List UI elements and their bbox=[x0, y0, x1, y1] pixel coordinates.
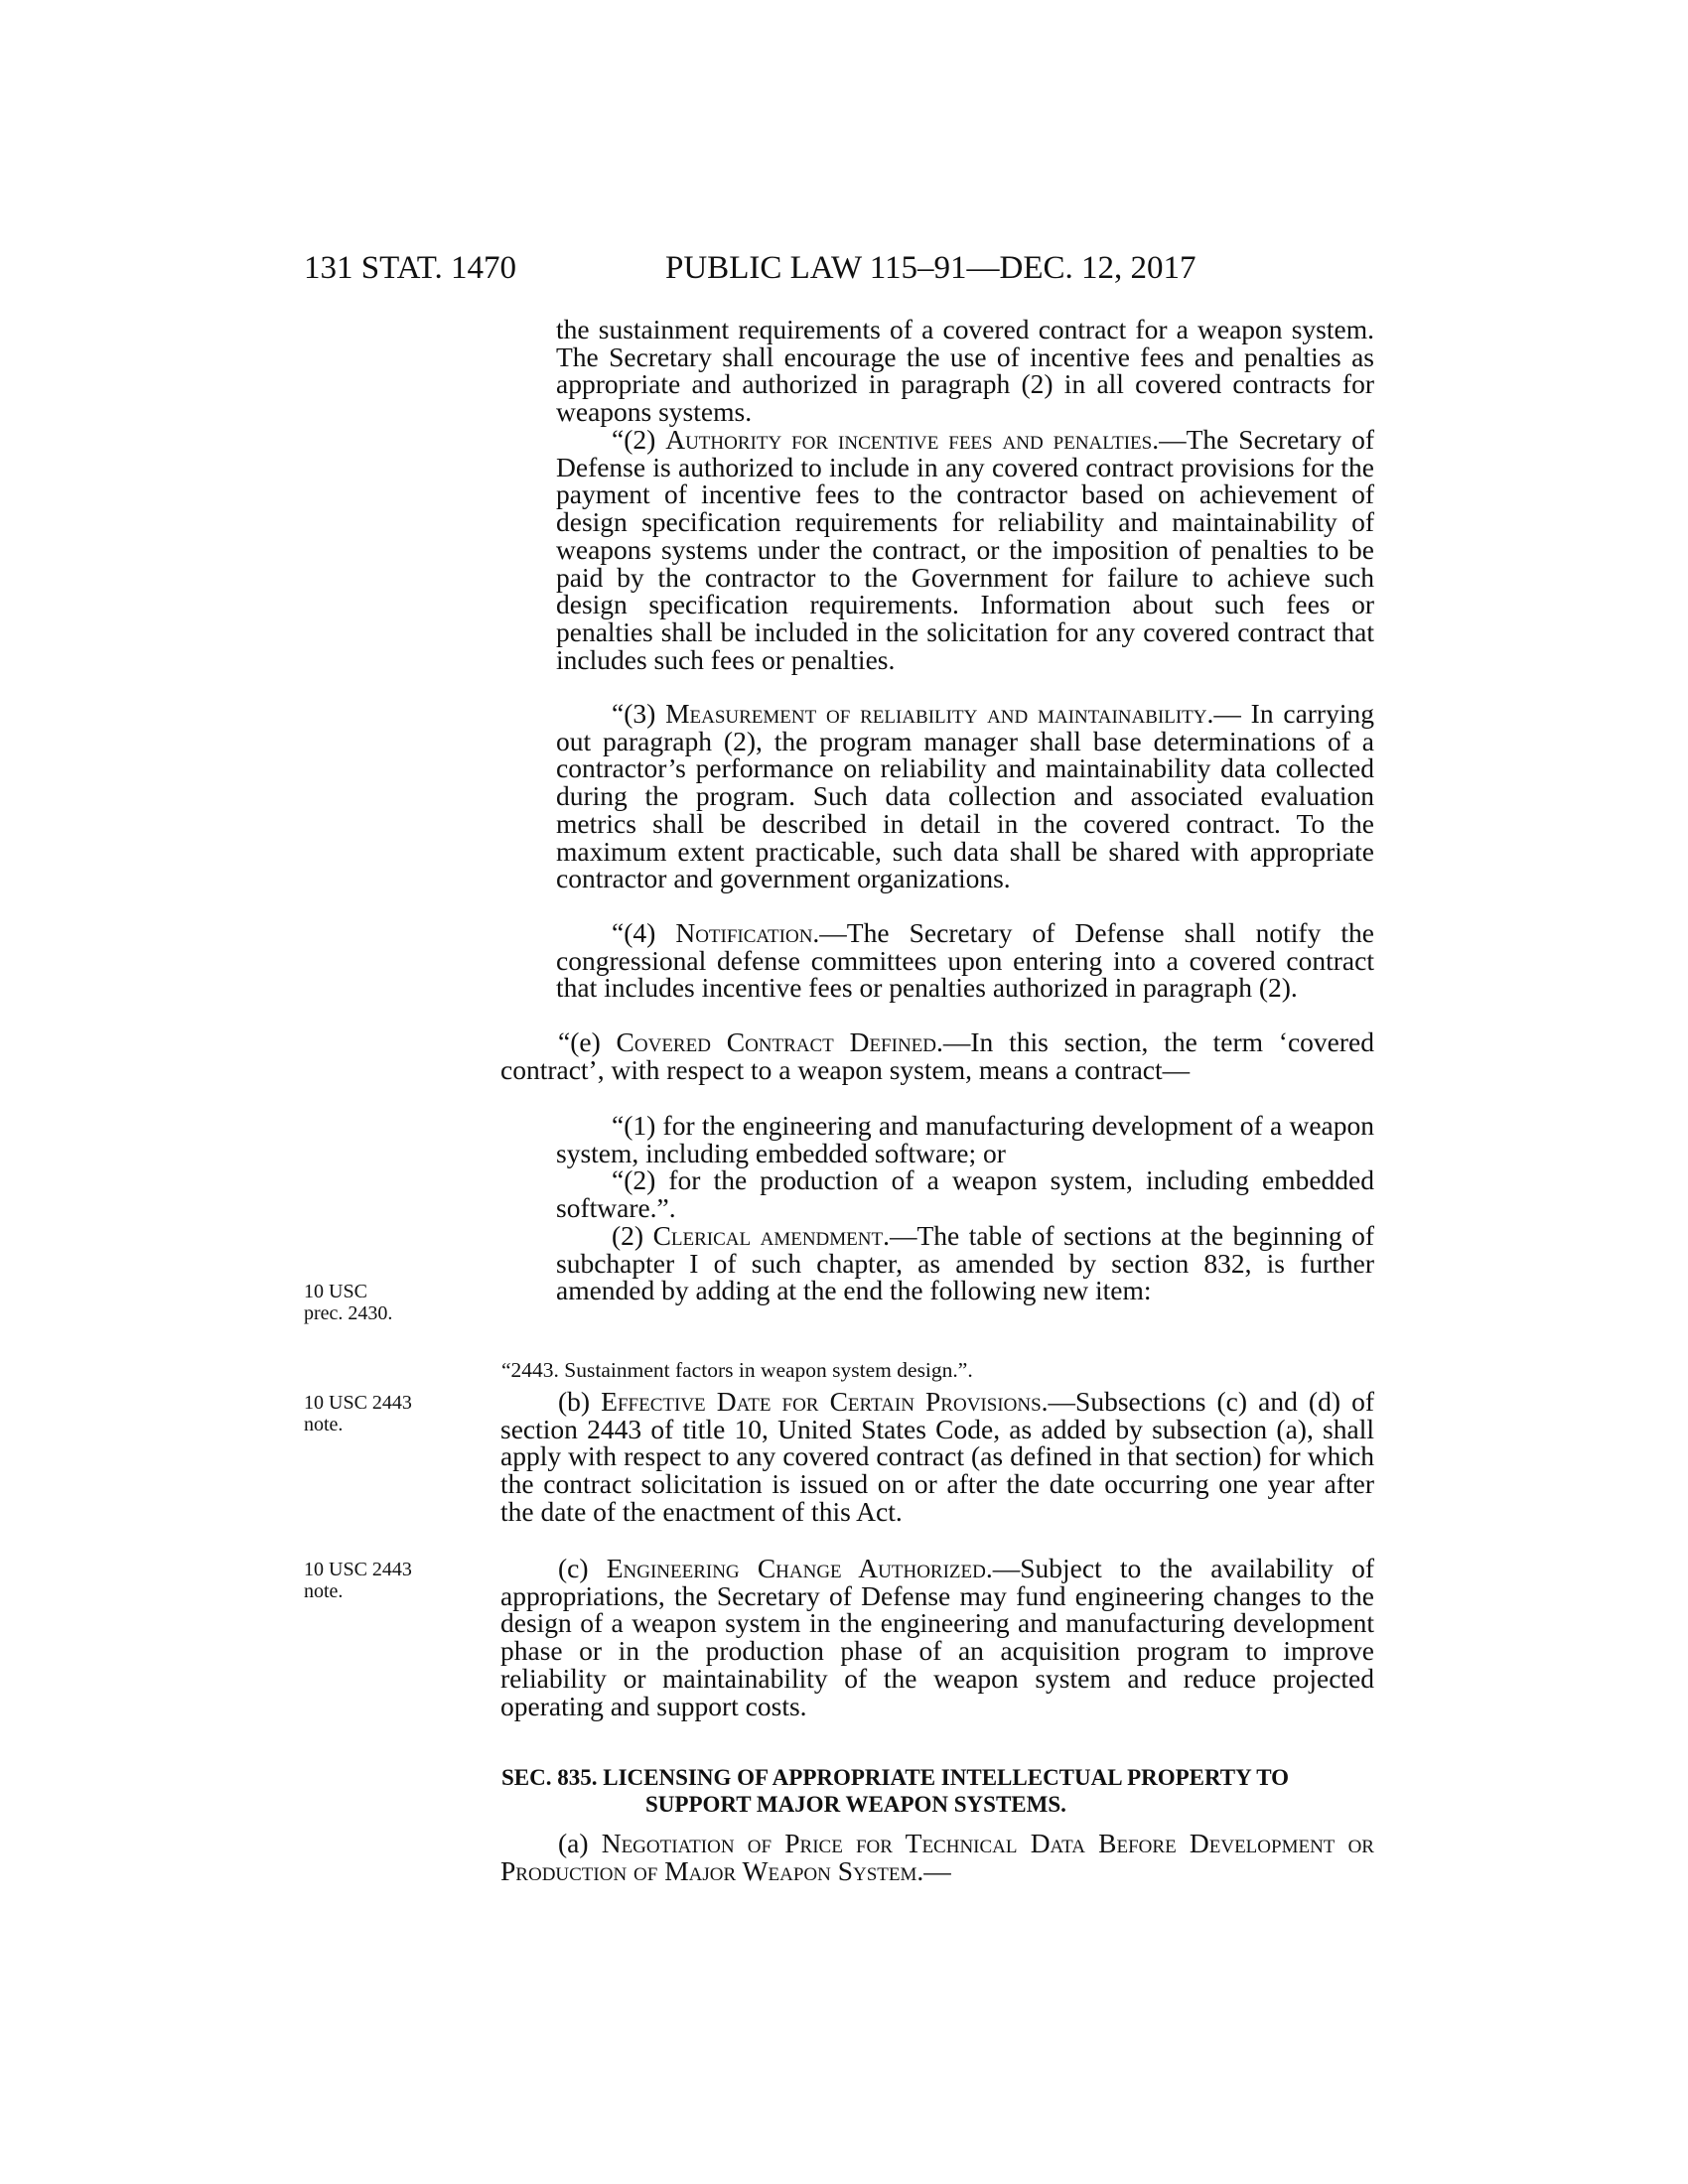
subsection-e-text: “(e) Covered Contract Defined.—In this section, the term ‘covered contract’, with respect to a weapon system, means a contract— bbox=[500, 1026, 1374, 1085]
subsection-c-heading: Engineering Change Authorized. bbox=[606, 1553, 993, 1583]
paragraph-2-text: “(2) Authority for incentive fees and penalties.—The Secretary of Defense is authorized to include in any covered contract provisions for the payment of incentive fees to the contractor based on achievement of design specification requirements for reliability and maintainability of weapons systems under the contract, or the imposition of penalties to be paid by the contractor to the Government for failure to achieve such design specification requirements. Information about such fees or penalties shall be included in the solicitation for any covered contract that includes such fees or penalties. bbox=[556, 424, 1374, 675]
subsection-b-text: (b) Effective Date for Certain Provisions.—Subsections (c) and (d) of section 2443 of title 10, United States Code, as added by subsection (a), shall apply with respect to any covered contract (as defined in that section) for which the contract solicitation is issued on or after the date occurring one year after the date of the enactment of this Act. bbox=[500, 1386, 1375, 1527]
section-835-subsection-a-heading: Negotiation of Price for Technical Data Before Development or Production of Major Weapon System. bbox=[500, 1828, 1374, 1886]
continuation-paragraph bbox=[556, 316, 1374, 426]
paragraph-2 bbox=[556, 426, 1374, 673]
clerical-amendment-text: (2) Clerical amendment.—The table of sections at the beginning of subchapter I of such chapter, as amended by section 832, is further amended by adding at the end the following new item: bbox=[556, 1220, 1374, 1306]
paragraph-3-heading: Measurement of reliability and maintainability. bbox=[665, 698, 1214, 729]
subsection-e-heading: Covered Contract Defined. bbox=[616, 1026, 943, 1057]
margin-note-prec-2430: 10 USC prec. 2430. bbox=[304, 1281, 393, 1324]
page-header bbox=[0, 250, 1688, 290]
subsection-e bbox=[500, 1028, 1374, 1083]
subsection-e-2 bbox=[556, 1166, 1374, 1221]
margin-note-2443-b: 10 USC 2443 note. bbox=[304, 1392, 412, 1435]
section-835-heading bbox=[501, 1764, 1375, 1818]
paragraph-4-text: “(4) Notification.—The Secretary of Defense shall notify the congressional defense committees upon entering into a covered contract that includes incentive fees or penalties authorized in paragraph (2). bbox=[556, 917, 1374, 1004]
section-835-heading-line2: SUPPORT MAJOR WEAPON SYSTEMS. bbox=[645, 1792, 1066, 1817]
statute-citation: 131 STAT. 1470 bbox=[304, 250, 517, 286]
margin-note-2443-c: 10 USC 2443 note. bbox=[304, 1559, 412, 1602]
subsection-e-2-text: “(2) for the production of a weapon system, including embedded software.”. bbox=[556, 1164, 1374, 1223]
section-835-heading-line1: SEC. 835. LICENSING OF APPROPRIATE INTELLECTUAL PROPERTY TO bbox=[501, 1765, 1290, 1790]
clerical-amendment bbox=[556, 1222, 1374, 1304]
subsection-e-1 bbox=[556, 1112, 1374, 1166]
subsection-b bbox=[500, 1388, 1374, 1526]
paragraph-2-heading: Authority for incentive fees and penalties. bbox=[665, 424, 1160, 455]
public-law-title: PUBLIC LAW 115–91—DEC. 12, 2017 bbox=[665, 250, 1196, 286]
clerical-amendment-heading: Clerical amendment. bbox=[652, 1220, 890, 1251]
table-of-sections-item: “2443. Sustainment factors in weapon system design.”. bbox=[501, 1358, 973, 1382]
subsection-b-heading: Effective Date for Certain Provisions. bbox=[601, 1386, 1049, 1417]
subsection-c bbox=[500, 1555, 1374, 1719]
section-835-subsection-a bbox=[500, 1830, 1374, 1884]
paragraph-3 bbox=[556, 700, 1374, 892]
paragraph-4 bbox=[556, 919, 1374, 1002]
paragraph-4-heading: Notification. bbox=[675, 917, 820, 948]
section-835-subsection-a-text: (a) Negotiation of Price for Technical Data Before Development or Production of Major Weapon System.— bbox=[500, 1828, 1374, 1886]
paragraph-3-text: “(3) Measurement of reliability and maintainability.— In carrying out paragraph (2), the program manager shall base determinations of a contractor’s performance on reliability and maintainability data collected during the program. Such data collection and associated evaluation metrics shall be described in detail in the covered contract. To the maximum extent practicable, such data shall be shared with appropriate contractor and government organizations. bbox=[556, 698, 1374, 894]
subsection-c-text: (c) Engineering Change Authorized.—Subject to the availability of appropriations, the Secretary of Defense may fund engineering changes to the design of a weapon system in the engineering and manufacturing development phase or in the production phase of an acquisition program to improve reliability or maintainability of the weapon system and reduce projected operating and support costs. bbox=[500, 1553, 1374, 1721]
continuation-text: the sustainment requirements of a covered contract for a weapon system. The Secretary shall encourage the use of incentive fees and penalties as appropriate and authorized in paragraph (2) in all covered contracts for weapons systems. bbox=[556, 314, 1374, 428]
subsection-e-1-text: “(1) for the engineering and manufacturing development of a weapon system, including embedded software; or bbox=[556, 1110, 1374, 1168]
